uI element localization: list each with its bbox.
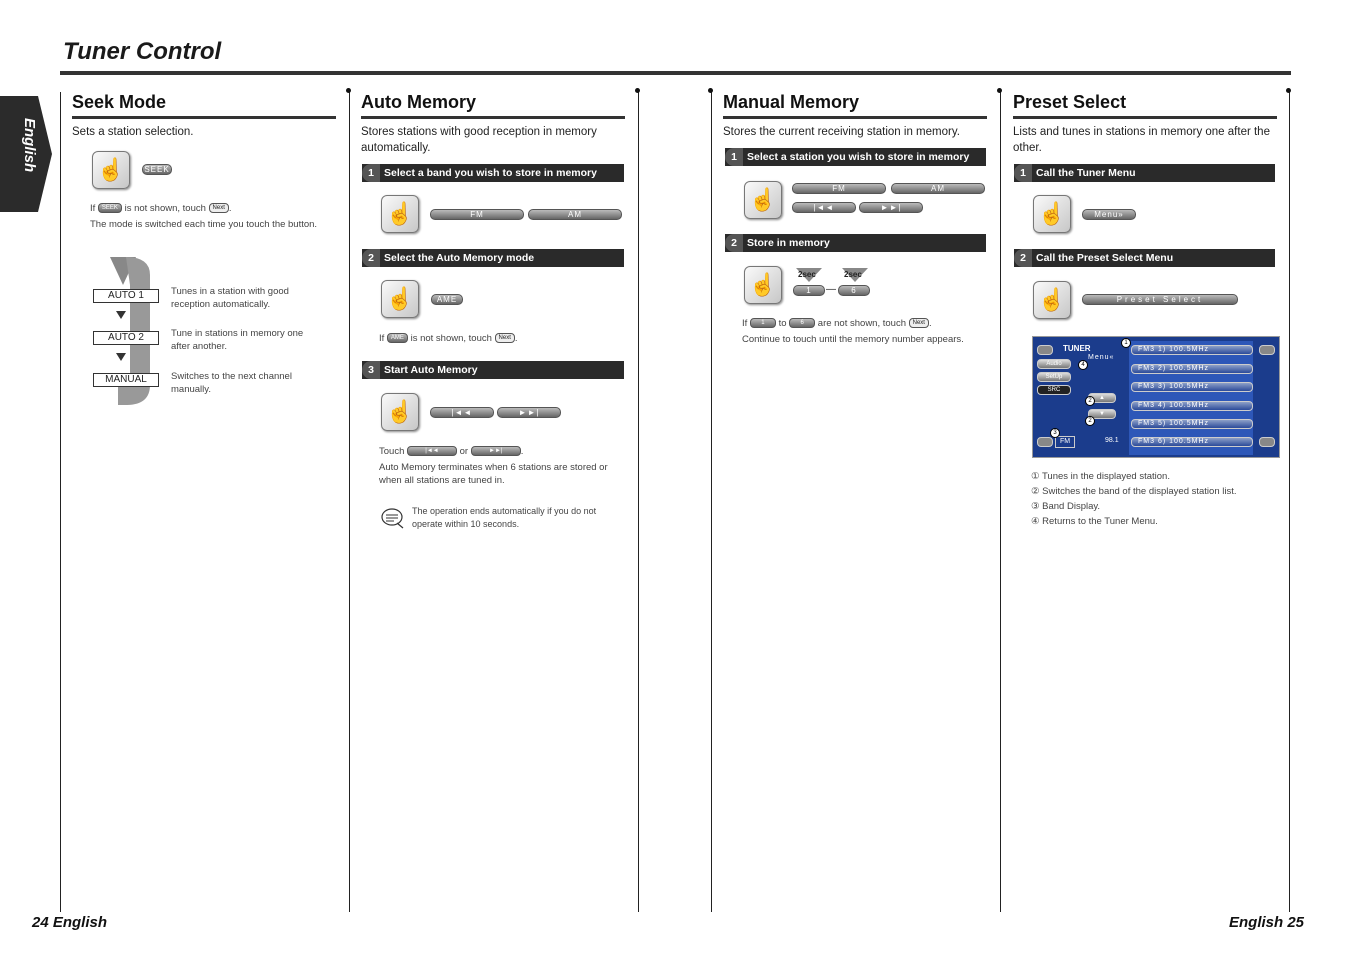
step-label: Store in memory <box>747 237 830 249</box>
callout-1-icon: 1 <box>1121 338 1131 348</box>
touch-hand-icon: ☝ <box>381 195 419 233</box>
preset-select-title: Preset Select <box>1013 92 1127 112</box>
range-dash: — <box>826 284 836 295</box>
page-number-right: English 25 <box>1229 914 1305 931</box>
manual-memory-step-1 <box>725 148 986 166</box>
seek-note: The mode is switched each time you touch the button. <box>90 219 318 230</box>
screen-preset-row[interactable]: FM3 6) 100.5MHz <box>1131 437 1253 447</box>
section-rule <box>723 116 987 119</box>
screen-frequency: 98.1 <box>1105 437 1119 444</box>
auto-memory-desc: Stores stations with good reception in memory automatically. <box>361 126 597 154</box>
ame-button[interactable]: AME <box>431 294 463 305</box>
step-number: 1 <box>1014 164 1032 182</box>
hold-2sec-label: 2sec <box>798 270 816 279</box>
callout-3-icon: 3 <box>1050 428 1060 438</box>
step-number: 2 <box>1014 249 1032 267</box>
step-number: 2 <box>362 249 380 267</box>
mode-manual-box: MANUAL <box>93 373 159 387</box>
preset-select-button[interactable]: Preset Select <box>1082 294 1238 305</box>
am-button[interactable]: AM <box>528 209 622 220</box>
down-arrow-icon <box>116 311 126 319</box>
auto-memory-tip: The operation ends automatically if you do not operate within 10 seconds. <box>412 506 597 529</box>
column-dot <box>997 88 1002 93</box>
preset-select-desc: Lists and tunes in stations in memory one after the other. <box>1013 126 1270 154</box>
ame-button-mini[interactable]: AME <box>387 333 408 343</box>
down-arrow-icon <box>116 353 126 361</box>
next-button[interactable]: Next <box>909 318 929 328</box>
screen-down-button[interactable]: ▼ <box>1088 409 1116 419</box>
column-dot <box>635 88 640 93</box>
step-label: Select the Auto Memory mode <box>384 252 535 264</box>
column-dot <box>708 88 713 93</box>
section-rule <box>1013 116 1277 119</box>
step-label: Call the Tuner Menu <box>1036 167 1136 179</box>
if-text: If <box>379 333 385 344</box>
ame-if-line: If AME is not shown, touch Next . <box>379 333 518 344</box>
screen-band-display: FM <box>1055 436 1075 448</box>
touch-hand-icon: ☝ <box>1033 195 1071 233</box>
auto-memory-step-2 <box>362 249 624 267</box>
column-divider <box>60 92 61 912</box>
if-middle-text: is not shown, touch <box>410 333 492 344</box>
mode-auto2-desc: Tune in stations in memory one after another. <box>171 328 304 352</box>
am-button[interactable]: AM <box>891 183 985 194</box>
preset-if-line: If 1 to 6 are not shown, touch Next . <box>742 318 932 329</box>
screen-left-tab-icon <box>1037 437 1053 447</box>
touch-hand-icon: ☝ <box>744 181 782 219</box>
screen-menu-button[interactable]: Menu« <box>1088 354 1115 361</box>
seek-back-button[interactable]: |◄◄ <box>792 202 856 213</box>
title-rule <box>60 71 1291 75</box>
auto-memory-title: Auto Memory <box>361 92 477 112</box>
screen-tuner-label: TUNER <box>1063 344 1091 353</box>
column-dot <box>346 88 351 93</box>
auto-memory-end-note: Auto Memory terminates when 6 stations are stored or when all stations are tuned in. <box>379 462 608 486</box>
mode-auto2-box: AUTO 2 <box>93 331 159 345</box>
section-rule <box>361 116 625 119</box>
seek-forward-button[interactable]: ►►| <box>859 202 923 213</box>
legend-item-2: ② Switches the band of the displayed station list. <box>1031 486 1237 497</box>
column-divider <box>1289 92 1290 912</box>
screen-preset-row[interactable]: FM3 3) 100.5MHz <box>1131 382 1253 392</box>
seek-forward-button[interactable]: ►►| <box>497 407 561 418</box>
seek-forward-mini[interactable]: ►►| <box>471 446 521 456</box>
screen-preset-row[interactable]: FM3 4) 100.5MHz <box>1131 401 1253 411</box>
seek-button-mini[interactable]: SEEK <box>98 203 122 213</box>
column-divider <box>638 92 639 912</box>
screen-preset-row[interactable]: FM3 2) 100.5MHz <box>1131 364 1253 374</box>
hold-2sec-label: 2sec <box>844 270 862 279</box>
note-memo-icon <box>381 507 405 529</box>
step-number: 1 <box>725 148 743 166</box>
touch-line: Touch |◄◄ or ►►| . <box>379 446 524 457</box>
next-button[interactable]: Next <box>209 203 229 213</box>
to-text: to <box>778 318 787 329</box>
preset-6-button[interactable]: 6 <box>838 285 870 296</box>
touch-hand-icon: ☝ <box>381 393 419 431</box>
touch-text: Touch <box>379 446 405 457</box>
step-label: Select a station you wish to store in memory <box>747 151 970 163</box>
mode-auto1-desc: Tunes in a station with good reception automatically. <box>171 286 289 310</box>
screen-right-tab-icon <box>1259 437 1275 447</box>
preset-select-step-1 <box>1014 164 1275 182</box>
language-tab-label: English <box>21 118 38 173</box>
seek-mode-title: Seek Mode <box>72 92 167 112</box>
next-button[interactable]: Next <box>495 333 515 343</box>
preset-1-button[interactable]: 1 <box>793 285 825 296</box>
if-text: If <box>742 318 748 329</box>
tuner-preset-screen <box>1032 336 1280 458</box>
callout-2-icon: 2 <box>1085 416 1095 426</box>
column-dot <box>1286 88 1291 93</box>
callout-2-icon: 2 <box>1085 396 1095 406</box>
or-text: or <box>459 446 469 457</box>
if-middle-text: is not shown, touch <box>124 203 206 214</box>
touch-hand-icon: ☝ <box>92 151 130 189</box>
auto-memory-step-3 <box>362 361 624 379</box>
manual-memory-step-2 <box>725 234 986 252</box>
preset-select-step-2 <box>1014 249 1275 267</box>
column-divider <box>711 92 712 912</box>
if-text: If <box>90 203 96 214</box>
callout-4-icon: 4 <box>1078 360 1088 370</box>
manual-memory-desc: Stores the current receiving station in memory. <box>723 126 960 138</box>
legend-item-4: ④ Returns to the Tuner Menu. <box>1031 516 1158 527</box>
section-rule <box>72 116 336 119</box>
seek-back-mini[interactable]: |◄◄ <box>407 446 457 456</box>
legend-item-3: ③ Band Display. <box>1031 501 1101 512</box>
manual-memory-title: Manual Memory <box>723 92 860 112</box>
step-number: 1 <box>362 164 380 182</box>
page-title: Tuner Control <box>63 38 222 65</box>
if-middle-text: are not shown, touch <box>817 318 906 329</box>
column-divider <box>349 92 350 912</box>
screen-preset-row[interactable]: FM3 1) 100.5MHz <box>1131 345 1253 355</box>
seek-back-button[interactable]: |◄◄ <box>430 407 494 418</box>
fm-button[interactable]: FM <box>430 209 524 220</box>
step-label: Start Auto Memory <box>384 364 478 376</box>
preset-6-mini[interactable]: 6 <box>789 318 815 328</box>
step-label: Select a band you wish to store in memory <box>384 167 597 179</box>
manual-memory-continue-note: Continue to touch until the memory number appears. <box>742 334 964 345</box>
page-number-left: 24 English <box>32 914 108 931</box>
seek-mode-desc: Sets a station selection. <box>72 126 194 138</box>
screen-audio-button[interactable]: Audio <box>1037 359 1071 369</box>
touch-hand-icon: ☝ <box>744 266 782 304</box>
fm-button[interactable]: FM <box>792 183 886 194</box>
menu-button[interactable]: Menu» <box>1082 209 1136 220</box>
screen-left-tab-icon <box>1037 345 1053 355</box>
legend-item-1: ① Tunes in the displayed station. <box>1031 471 1170 482</box>
screen-setup-button[interactable]: SetUp <box>1037 372 1071 382</box>
step-number: 2 <box>725 234 743 252</box>
preset-1-mini[interactable]: 1 <box>750 318 776 328</box>
touch-hand-icon: ☝ <box>381 280 419 318</box>
seek-if-line: If SEEK is not shown, touch Next . <box>90 203 232 214</box>
mode-manual-desc: Switches to the next channel manually. <box>171 371 292 395</box>
screen-preset-row[interactable]: FM3 5) 100.5MHz <box>1131 419 1253 429</box>
screen-src-button[interactable]: SRC <box>1037 385 1071 395</box>
step-number: 3 <box>362 361 380 379</box>
screen-up-button[interactable]: ▲ <box>1088 393 1116 403</box>
seek-button[interactable]: SEEK <box>142 164 172 175</box>
screen-right-tab-icon <box>1259 345 1275 355</box>
auto-memory-step-1 <box>362 164 624 182</box>
column-divider <box>1000 92 1001 912</box>
touch-hand-icon: ☝ <box>1033 281 1071 319</box>
step-label: Call the Preset Select Menu <box>1036 252 1174 264</box>
mode-auto1-box: AUTO 1 <box>93 289 159 303</box>
